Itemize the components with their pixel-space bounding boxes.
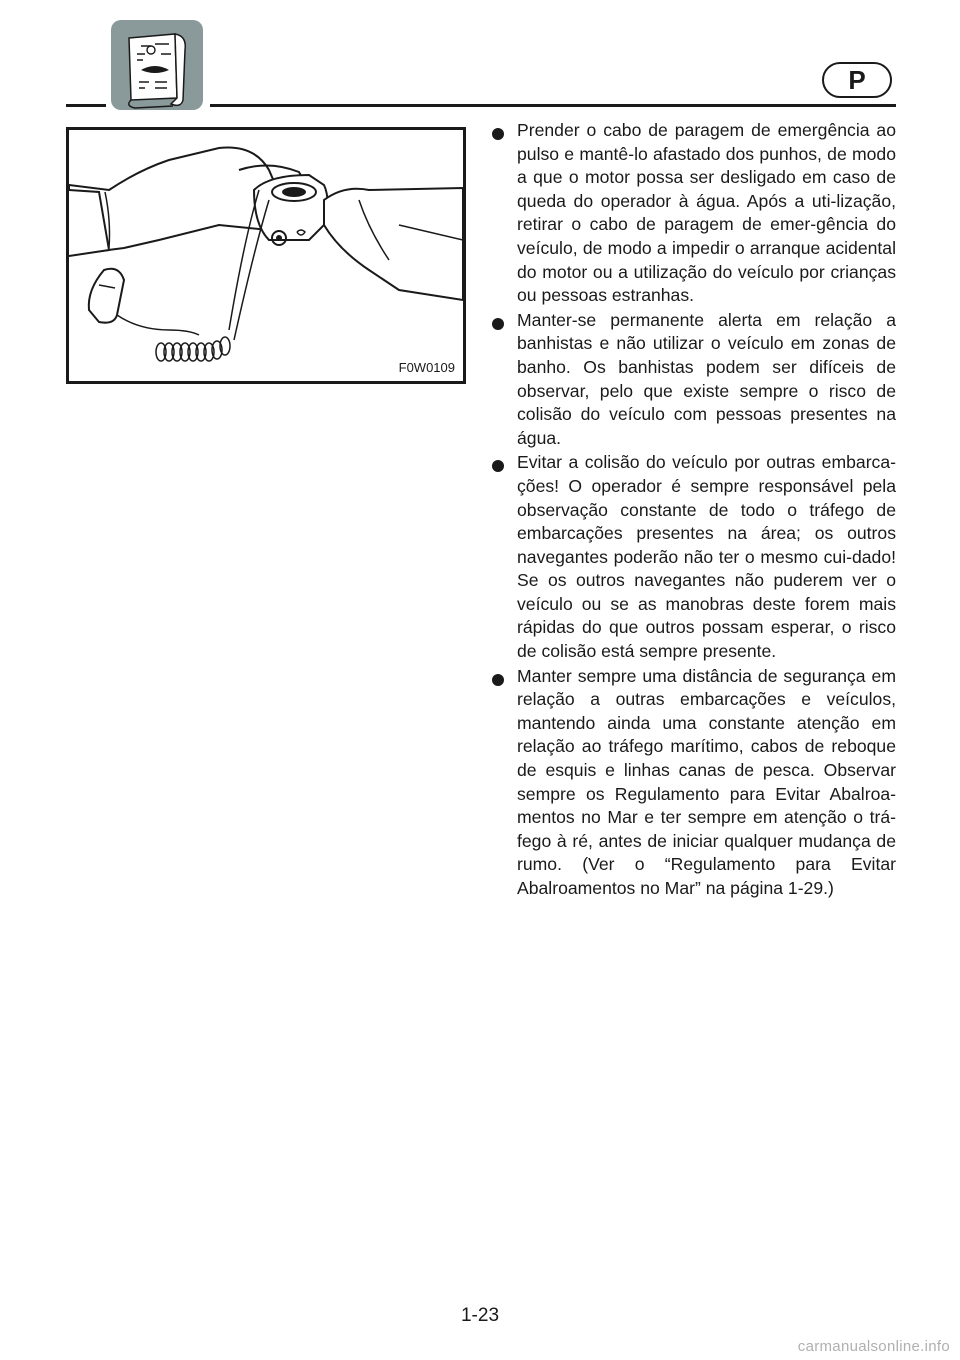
wrist-lanyard-on-handlebar-illustration <box>69 130 463 381</box>
figure-code: F0W0109 <box>398 360 455 375</box>
header-rule-right <box>210 104 896 107</box>
bullet-dot-icon <box>492 128 504 140</box>
section-icon-box <box>111 20 203 110</box>
bullet-text: Manter sempre uma distância de segurança em relação a outras embarcações e veículos, mantendo ainda uma constante atenção em relação ao tráfego marítimo, cabos de reboque de esquis e linhas canas de pesca. Observar sempre os Regulamento para Evitar Abalroa-mentos no Mar e ter sempre em atenção o trá-fego à ré, antes de iniciar qualquer mudança de rumo. (Ver o “Regulamento para Evitar Abalroamentos no Mar” na página 1-29.) <box>517 665 896 898</box>
bullet-text: Prender o cabo de paragem de emergência ao pulso e mantê-lo afastado dos punhos, de modo a que o motor possa ser desligado em caso de queda do operador à água. Após a uti-lização, retirar o cabo de paragem de emer-gência do veículo, de modo a impedir o arranque acidental do motor ou a utilização do veículo por crianças ou pessoas estranhas. <box>517 120 896 306</box>
watermark: carmanualsonline.info <box>797 1338 950 1355</box>
manual-book-icon <box>111 20 203 110</box>
header-rule-left <box>66 104 106 107</box>
list-item <box>492 309 896 451</box>
list-item <box>492 665 896 901</box>
bullet-dot-icon <box>492 318 504 330</box>
figure-frame <box>66 127 466 384</box>
language-badge: P <box>822 62 892 98</box>
bullet-text: Manter-se permanente alerta em relação a banhistas e não utilizar o veículo em zonas de banho. Os banhistas podem ser difíceis de observar, pelo que existe sempre o risco de colisão do veículo com pessoas presentes na água. <box>517 309 896 448</box>
list-item <box>492 451 896 663</box>
list-item <box>492 119 896 308</box>
bullet-dot-icon <box>492 674 504 686</box>
bullet-list <box>492 119 896 902</box>
bullet-dot-icon <box>492 460 504 472</box>
bullet-text: Evitar a colisão do veículo por outras embarca-ções! O operador é sempre responsável pela observação constante de todo o tráfego de embarcações presentes na área; os outros navegantes poderão não ter o mesmo cui-dado! Se os outros navegantes não puderem ver o veículo ou se as manobras deste forem mais rápidas do que outros possam esperar, o risco de colisão está sempre presente. <box>517 452 896 662</box>
page-number: 1-23 <box>460 1305 500 1326</box>
